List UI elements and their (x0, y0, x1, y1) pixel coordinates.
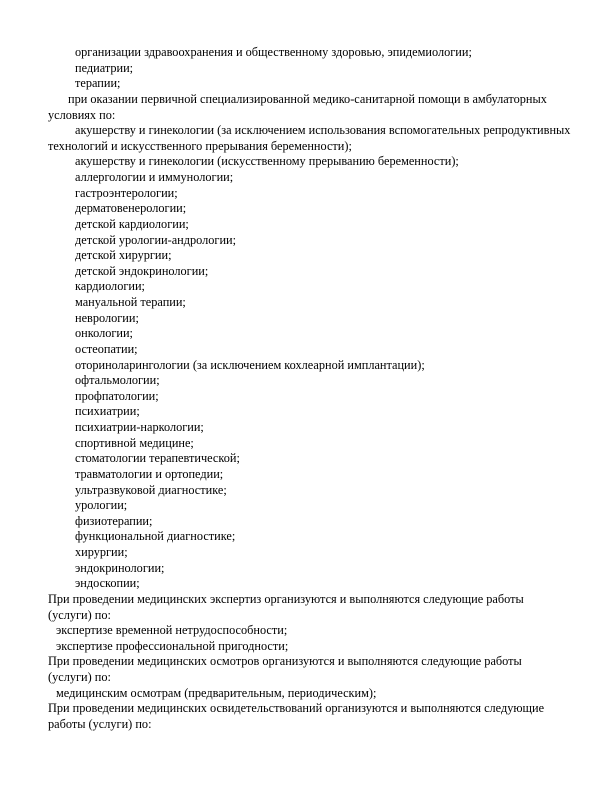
text-line: оториноларингологии (за исключением кохлеарной имплантации); (75, 357, 425, 372)
text-line: (услуги) по: (48, 607, 111, 622)
text-line: медицинским осмотрам (предварительным, периодическим); (56, 685, 377, 700)
text-line: (услуги) по: (48, 670, 111, 684)
text-line: детской урологии-андрологии; (75, 232, 237, 247)
text-line: травматологии и ортопедии; (75, 466, 224, 481)
text-line: дерматовенерологии; (75, 201, 187, 216)
text-line: стоматологии терапевтической; (75, 451, 240, 466)
text-line: спортивной медицине; (75, 435, 194, 450)
text-line: При проведении медицинских осмотров организуются и выполняются следующие работы (48, 654, 522, 669)
text-line: экспертизе профессиональной пригодности; (56, 638, 289, 653)
text-line: хирургии; (75, 545, 128, 559)
text-line: терапии; (75, 76, 121, 91)
text-line: неврологии; (75, 310, 139, 325)
text-line: педиатрии; (75, 60, 134, 75)
text-line: работы (услуги) по: (48, 716, 152, 731)
text-line: При проведении медицинских освидетельствований организуются и выполняются следующие (48, 701, 545, 716)
text-line: акушерству и гинекологии (искусственному прерыванию беременности); (75, 154, 459, 169)
text-line: эндокринологии; (75, 560, 165, 575)
text-line: детской эндокринологии; (75, 263, 209, 278)
document-page (48, 45, 588, 733)
text-line: ультразвуковой диагностике; (75, 482, 227, 497)
text-line: функциональной диагностике; (75, 529, 236, 544)
text-line: остеопатии; (75, 341, 138, 356)
text-line: онкологии; (75, 326, 133, 341)
text-line: психиатрии-наркологии; (75, 420, 204, 434)
text-line: психиатрии; (75, 404, 140, 419)
text-line: эндоскопии; (75, 576, 140, 591)
text-line: при оказании первичной специализированной медико-санитарной помощи в амбулаторных (68, 91, 547, 106)
text-line: офтальмологии; (75, 373, 160, 388)
text-line: детской хирургии; (75, 248, 172, 263)
text-line: физиотерапии; (75, 513, 153, 528)
text-line: гастроэнтерологии; (75, 185, 178, 200)
text-line: технологий и искусственного прерывания беременности); (48, 138, 352, 153)
text-line: детской кардиологии; (75, 216, 189, 231)
text-line: организации здравоохранения и общественному здоровью, эпидемиологии; (75, 45, 472, 59)
text-line: экспертизе временной нетрудоспособности; (56, 623, 288, 638)
text-line: кардиологии; (75, 279, 145, 294)
text-line: профпатологии; (75, 388, 159, 403)
text-line: условиях по: (48, 107, 116, 122)
text-line: мануальной терапии; (75, 295, 186, 309)
text-line: При проведении медицинских экспертиз организуются и выполняются следующие работы (48, 591, 524, 606)
text-line: акушерству и гинекологии (за исключением использования вспомогательных репродуктивных (75, 123, 571, 138)
text-line: урологии; (75, 498, 128, 513)
text-line: аллергологии и иммунологии; (75, 170, 234, 184)
